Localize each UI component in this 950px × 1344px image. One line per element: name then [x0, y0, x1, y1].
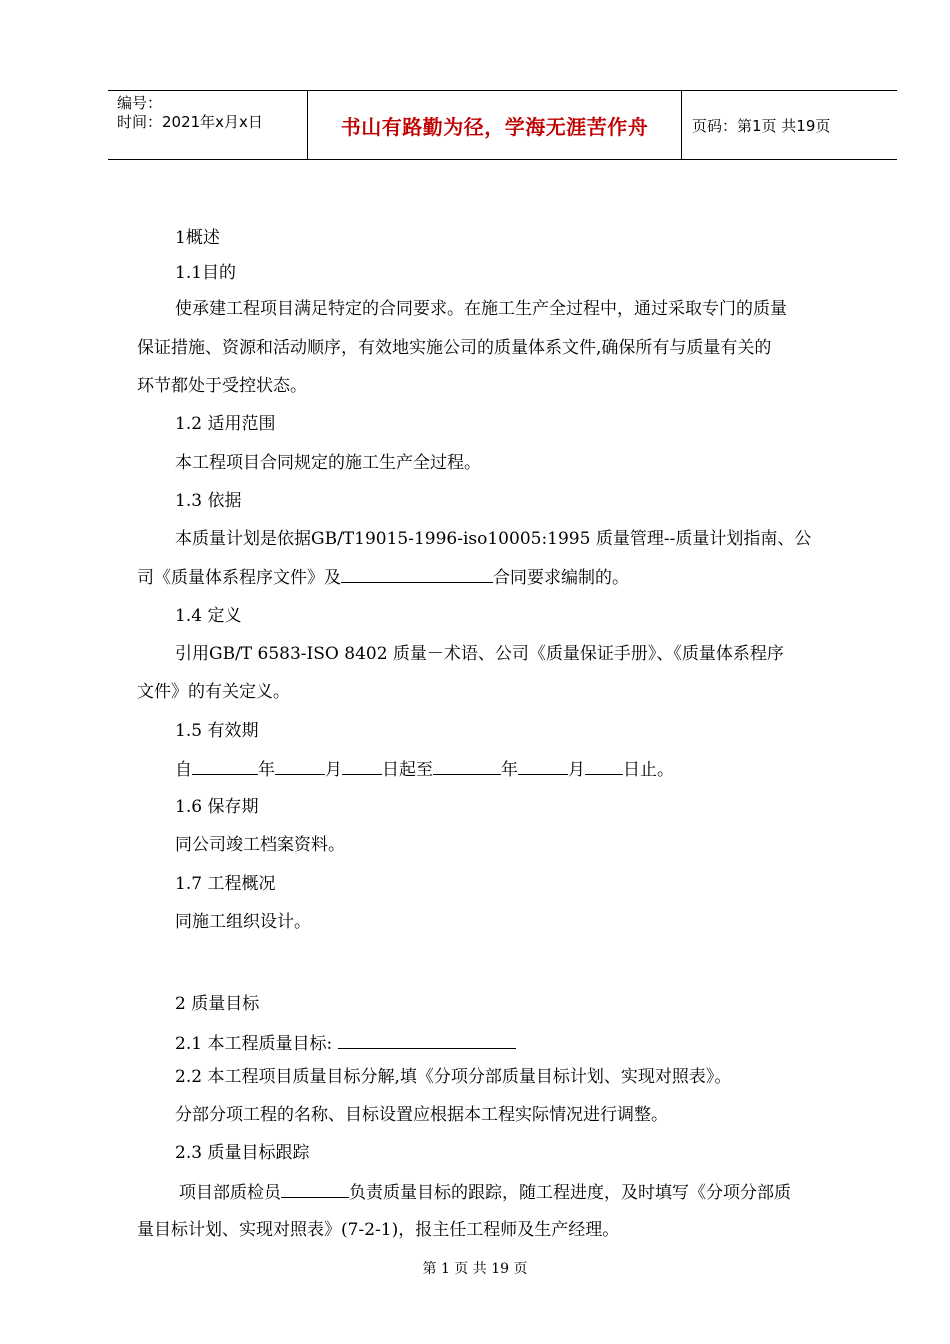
end-month-blank[interactable] [518, 758, 568, 775]
validity-month-2: 月 [568, 760, 585, 780]
header-motto: 书山有路勤为径，学海无涯苦作舟 [308, 91, 682, 159]
paragraph-scope: 本工程项目合同规定的施工生产全过程。 [175, 453, 481, 473]
header-meta-cell [108, 91, 308, 159]
paragraph-adjustment: 分部分项工程的名称、目标设置应根据本工程实际情况进行调整。 [175, 1105, 668, 1125]
section-1-5-heading: 1.5 有效期 [175, 721, 259, 741]
paragraph-validity [175, 758, 674, 781]
paragraph-purpose-line-1: 使承建工程项目满足特定的合同要求。在施工生产全过程中，通过采取专门的质量 [175, 299, 787, 319]
section-2-heading: 2 质量目标 [175, 994, 260, 1014]
section-2-2-heading: 2.2 本工程项目质量目标分解,填《分项分部质量目标计划、实现对照表》。 [175, 1067, 732, 1087]
section-1-3-heading: 1.3 依据 [175, 491, 242, 511]
end-year-blank[interactable] [433, 758, 501, 775]
paragraph-retention: 同公司竣工档案资料。 [175, 835, 345, 855]
basis-text-a: 司《质量体系程序文件》及 [137, 568, 341, 588]
paragraph-overview: 同施工组织设计。 [175, 912, 311, 932]
validity-year-2: 年 [501, 760, 518, 780]
validity-until: 日起至 [382, 760, 433, 780]
start-month-blank[interactable] [275, 758, 325, 775]
paragraph-purpose-line-3: 环节都处于受控状态。 [137, 376, 307, 396]
page-footer: 第 1 页 共 19 页 [422, 1261, 528, 1277]
start-day-blank[interactable] [342, 758, 382, 775]
header-page-info: 页码：第1页 共19页 [692, 116, 831, 135]
end-day-blank[interactable] [585, 758, 623, 775]
inspector-name-blank[interactable] [281, 1181, 349, 1198]
validity-month-1: 月 [325, 760, 342, 780]
paragraph-definition-line-2: 文件》的有关定义。 [137, 682, 290, 702]
tracking-text-b: 负责质量目标的跟踪，随工程进度，及时填写《分项分部质 [349, 1183, 791, 1203]
validity-end: 日止。 [623, 760, 674, 780]
document-header [108, 90, 897, 160]
paragraph-tracking-line-1 [179, 1181, 791, 1204]
start-year-blank[interactable] [192, 758, 258, 775]
quality-goal-blank[interactable] [338, 1032, 516, 1049]
quality-goal-label: 2.1 本工程质量目标: [175, 1034, 338, 1054]
section-1-4-heading: 1.4 定义 [175, 606, 242, 626]
basis-text-b: 合同要求编制的。 [493, 568, 629, 588]
section-2-3-heading: 2.3 质量目标跟踪 [175, 1143, 310, 1163]
paragraph-basis-line-2 [137, 566, 629, 589]
paragraph-tracking-line-2: 量目标计划、实现对照表》(7-2-1)，报主任工程师及生产经理。 [137, 1220, 620, 1240]
validity-from: 自 [175, 760, 192, 780]
section-1-heading: 1概述 [175, 228, 220, 248]
section-1-1-heading: 1.1目的 [175, 263, 237, 283]
section-1-2-heading: 1.2 适用范围 [175, 414, 276, 434]
section-2-1-heading [175, 1032, 516, 1055]
section-1-7-heading: 1.7 工程概况 [175, 874, 276, 894]
paragraph-basis-line-1: 本质量计划是依据GB/T19015-1996-iso10005:1995 质量管理--质量计划指南、公 [175, 529, 812, 549]
validity-year-1: 年 [258, 760, 275, 780]
document-number-label: 编号： [117, 94, 163, 112]
document-time-label: 时间：2021年x月x日 [117, 113, 263, 131]
section-1-6-heading: 1.6 保存期 [175, 797, 259, 817]
tracking-text-a: 项目部质检员 [179, 1183, 281, 1203]
paragraph-definition-line-1: 引用GB/T 6583-ISO 8402 质量－术语、公司《质量保证手册》、《质量体系程序 [175, 644, 784, 664]
contract-name-blank[interactable] [341, 566, 493, 583]
paragraph-purpose-line-2: 保证措施、资源和活动顺序，有效地实施公司的质量体系文件,确保所有与质量有关的 [137, 338, 772, 358]
